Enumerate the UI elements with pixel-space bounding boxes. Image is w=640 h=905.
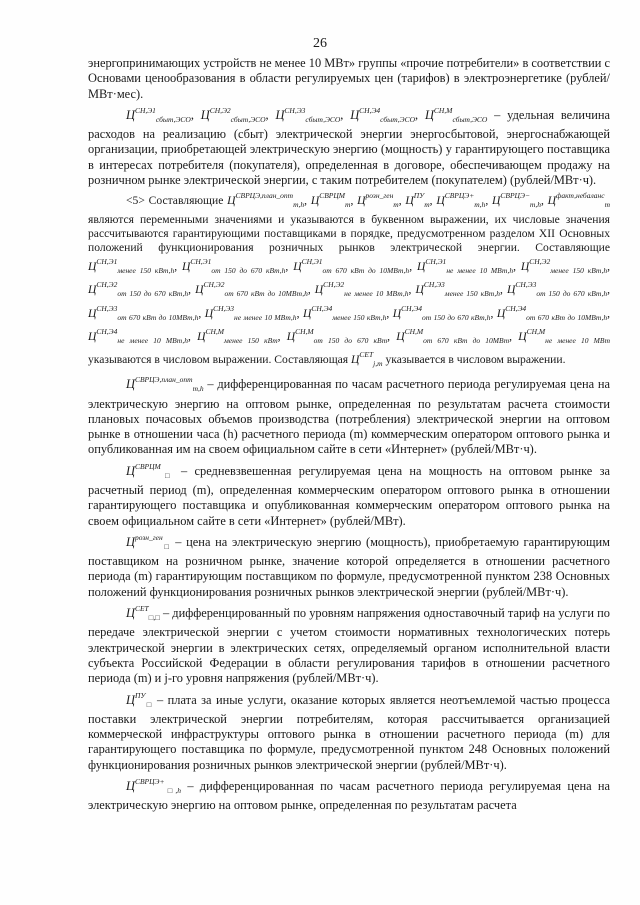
price-symbol: $Ц^{СВРЦЭ-}_{m,h}$ (491, 191, 541, 210)
price-symbol: $Ц^{СН,М}_{от 150 до 670 кВт}$ (286, 326, 388, 345)
price-symbol: $Ц^{СН,Э3}_{сбыт,ЭСО}$ (275, 105, 341, 124)
price-symbol: $Ц^{СН,Э3}_{от 150 до 670 кВт,h}$ (507, 280, 608, 299)
price-symbol: $Ц^{розн\_ген}_m$ (357, 191, 399, 210)
price-symbol: $Ц^{СН,Э4}_{сбыт,ЭСО}$ (350, 105, 416, 124)
paragraph-continuation: энергопринимающих устройств не менее 10 МВт» группы «прочие потребители» в соответствии с Основами ценообразования в области регулируемых цен (тарифов) в электроэнергетике (рублей/МВт·мес). (88, 56, 611, 101)
paragraph-rozn-gen: $Ц^{розн\_ген}_□$ – цена на электрическую энергию (мощность), приобретаемую гарантирующим поставщиком на розничном рынке, значение которой определяется в отношении расчетного периода (m) гарантирующим поставщиком по формуле, предусмотренной пунктом 238 Основных положений функционирования розничных рынков электрической энергии (рублей/МВт·ч). (88, 532, 610, 599)
price-symbol: $Ц^{СН,Э1}_{не менее 10 МВт,h}$ (416, 257, 514, 276)
paragraph-sbyt-expenses: $Ц^{СН,Э1}_{сбыт,ЭСО}$, $Ц^{СН,Э2}_{сбыт,ЭСО}$, $Ц^{СН,Э3}_{сбыт,ЭСО}$, $Ц^{СН,Э4}_{сбыт,ЭСО}$, $Ц^{СН,М}_{сбыт,ЭСО}$ – удельная величина расходов на реализацию (сбыт) электрической энергии энергосбытовой, энергоснабжающей организации, приобретающей электрическую энергию (мощность) у гарантирующего поставщика в интересах потребителя (покупателя), определенная в договоре, обеспечивающем продажу на розничном рынке электрической энергии, с таким потребителем (покупателем) (рублей/МВт·ч). (88, 105, 610, 188)
price-symbol: $Ц^{СН,Э2}_{менее 150 кВт,h}$ (520, 257, 608, 276)
price-symbol: $Ц^{СВРЦЭ,план\_опт}_{m,h}$ (126, 375, 204, 394)
price-symbol: $Ц^{СН,Э2}_{не менее 10 МВт,h}$ (314, 280, 409, 299)
price-symbol: $Ц^{СЕТ}_{j,m}$ (351, 350, 383, 368)
price-symbol: $Ц^{СН,Э4}_{от 670 кВт до 10МВт,h}$ (496, 303, 608, 322)
price-symbol: $Ц^{СВРЦЭ+}_{m,h}$ (436, 191, 486, 210)
price-symbol: $Ц^{ПУ}_□$ (126, 690, 153, 709)
price-symbol: $Ц^{СН,Э3}_{от 670 кВт до 10МВт,h}$ (88, 303, 199, 322)
price-symbol: $Ц^{СВРЦМ}_□$ (126, 461, 174, 480)
price-symbol: $Ц^{СН,Э2}_{сбыт,ЭСО}$ (200, 105, 266, 124)
price-symbol: $Ц^{СН,М}_{от 670 кВт до 10МВт}$ (396, 326, 510, 345)
paragraph-svrce-plan: $Ц^{СВРЦЭ,план\_опт}_{m,h}$ – дифференцированная по часам расчетного периода регулируемая цена на электрическую энергию на оптовом рынке, определенная по результатам расчета стоимости плановых почасовых объемов производства (потребления) электрической энергии на оптовом рынке в отношении часа (h) расчетного периода (m) коммерческим оператором оптового рынка и опубликованная им на своем официальном сайте в сети «Интернет» (рублей/МВт·ч). (88, 375, 610, 457)
price-symbol: $Ц^{СВРЦЭ+}_{□,h}$ (126, 777, 182, 796)
price-symbol: $Ц^{СН,Э3}_{менее 150 кВт,h}$ (415, 280, 501, 299)
page-number: 26 (313, 36, 327, 51)
paragraph-svrce-plus: $Ц^{СВРЦЭ+}_{□,h}$ – дифференцированная по часам расчетного периода регулируемая цена на электрическую энергию на оптовом рынке, определенная по результатам расчета (88, 777, 611, 813)
paragraph-pu: $Ц^{ПУ}_□$ – плата за иные услуги, оказание которых является неотъемлемой частью процесса поставки электрической энергии потребителям, которая рассчитывается организацией коммерческой инфраструктуры оптового рынка в отношении расчетного периода (m) для гарантирующего поставщика по формуле, предусмотренной пунктом 248 Основных положений функционирования розничных рынков электрической энергии (рублей/МВт·ч). (88, 690, 610, 772)
price-symbol: $Ц^{СН,М}_{менее 150 кВт}$ (197, 326, 278, 345)
price-symbol: $Ц^{СЕТ}_{□,□}$ (126, 604, 160, 623)
price-symbol: $Ц^{СН,Э1}_{от 150 до 670 кВт,h}$ (182, 257, 286, 276)
price-symbol: $Ц^{СН,Э3}_{не менее 10 МВт,h}$ (204, 303, 297, 322)
price-symbol: $Ц^{СН,М}_{сбыт,ЭСО}$ (424, 105, 488, 124)
price-symbol: $Ц^{ПУ}_m$ (405, 191, 430, 210)
price-symbol: $Ц^{СН,Э4}_{не менее 10 МВт,h}$ (88, 326, 189, 345)
paragraph-note-5: <5> Составляющие $Ц^{СВРЦЭ,план\_опт}_{m,h}$, $Ц^{СВРЦМ}_m$, $Ц^{розн\_ген}_m$, $Ц^{ПУ}_m$, $Ц^{СВРЦЭ+}_{m,h}$, $Ц^{СВРЦЭ-}_{m,h}$, $Ц^{факт,небаланс}_m$ являются переменными значениями и указываются в буквенном выражении, их числовые значения рассчитываются гарантирующими поставщиками в порядке, предусмотренном разделом XII Основных положений функционирования розничных рынков электрической энергии. Составляющие $Ц^{СН,Э1}_{менее 150 кВт,h}$, $Ц^{СН,Э1}_{от 150 до 670 кВт,h}$, $Ц^{СН,Э1}_{от 670 кВт до 10МВт,h}$, $Ц^{СН,Э1}_{не менее 10 МВт,h}$, $Ц^{СН,Э2}_{менее 150 кВт,h}$, $Ц^{СН,Э2}_{от 150 до 670 кВт,h}$, $Ц^{СН,Э2}_{от 670 кВт до 10МВт,h}$, $Ц^{СН,Э2}_{не менее 10 МВт,h}$, $Ц^{СН,Э3}_{менее 150 кВт,h}$, $Ц^{СН,Э3}_{от 150 до 670 кВт,h}$, $Ц^{СН,Э3}_{от 670 кВт до 10МВт,h}$, $Ц^{СН,Э3}_{не менее 10 МВт,h}$, $Ц^{СН,Э4}_{менее 150 кВт,h}$, $Ц^{СН,Э4}_{от 150 до 670 кВт,h}$, $Ц^{СН,Э4}_{от 670 кВт до 10МВт,h}$, $Ц^{СН,Э4}_{не менее 10 МВт,h}$, $Ц^{СН,М}_{менее 150 кВт}$, $Ц^{СН,М}_{от 150 до 670 кВт}$, $Ц^{СН,М}_{от 670 кВт до 10МВт}$, $Ц^{СН,М}_{не менее 10 МВт}$ указываются в числовом выражении. Составляющая $Ц^{СЕТ}_{j,m}$ указывается в числовом выражении. (88, 191, 611, 368)
price-symbol: $Ц^{СН,Э2}_{от 150 до 670 кВт,h}$ (88, 280, 189, 299)
price-symbol: $Ц^{СН,М}_{не менее 10 МВт}$ (518, 326, 610, 345)
document-body (88, 56, 610, 814)
price-symbol: $Ц^{СВРЦЭ,план\_опт}_{m,h}$ (227, 191, 305, 210)
price-symbol: $Ц^{СН,Э1}_{менее 150 кВт,h}$ (88, 257, 175, 276)
price-symbol: $Ц^{СВРЦМ}_m$ (310, 191, 351, 210)
price-symbol: $Ц^{СН,Э2}_{от 670 кВт до 10МВт,h}$ (195, 280, 308, 299)
price-symbol: $Ц^{факт,небаланс}_m$ (547, 191, 611, 210)
price-symbol: $Ц^{розн\_ген}_□$ (126, 532, 171, 551)
paragraph-set-tariff: $Ц^{СЕТ}_{□,□}$ – дифференцированный по уровням напряжения одноставочный тариф на услуги по передаче электрической энергии с учетом стоимости нормативных технологических потерь электрической энергии в электрических сетях, определяемый органом исполнительной власти субъекта Российской Федерации в области регулирования тарифов в отношении расчетного периода (m) и j-го уровня напряжения (рублей/МВт·ч). (88, 604, 610, 686)
paragraph-svrcm: $Ц^{СВРЦМ}_□$ – средневзвешенная регулируемая цена на мощность на оптовом рынке за расчетный период (m), определенная коммерческим оператором оптового рынка в отношении гарантирующего поставщика и опубликованная коммерческим оператором оптового рынка на своем официальном сайте в сети «Интернет» (рублей/МВт). (88, 461, 610, 528)
price-symbol: $Ц^{СН,Э4}_{от 150 до 670 кВт,h}$ (392, 303, 491, 322)
price-symbol: $Ц^{СН,Э1}_{сбыт,ЭСО}$ (126, 105, 191, 124)
price-symbol: $Ц^{СН,Э1}_{от 670 кВт до 10МВт,h}$ (293, 257, 410, 276)
price-symbol: $Ц^{СН,Э4}_{менее 150 кВт,h}$ (302, 303, 387, 322)
